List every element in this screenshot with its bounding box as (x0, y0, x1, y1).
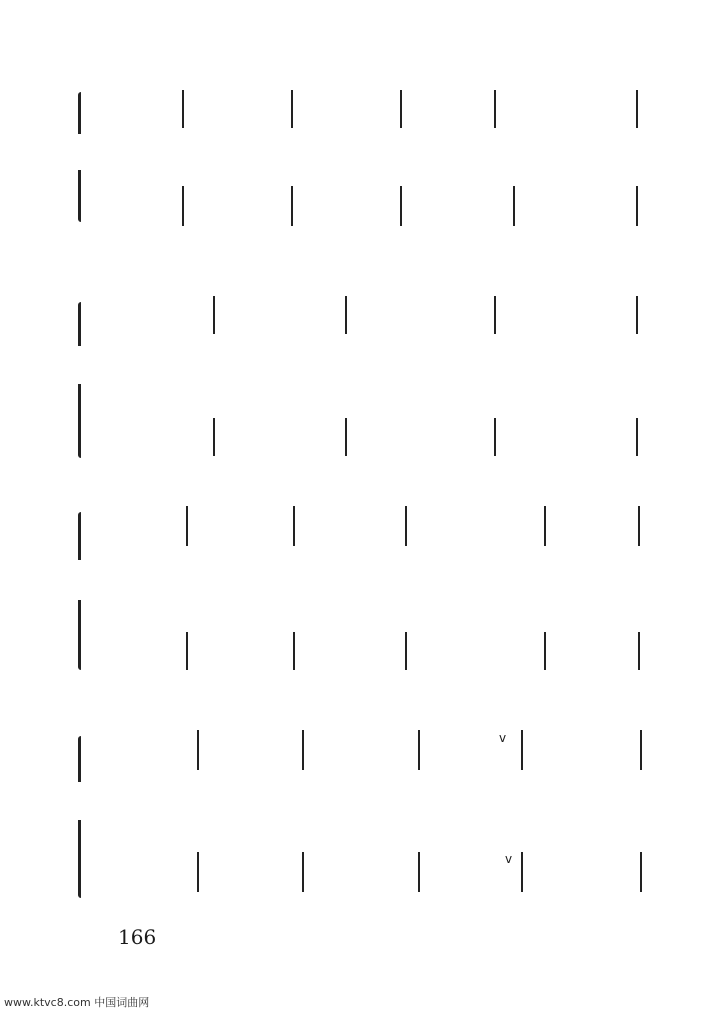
bar-line (521, 852, 523, 892)
bar-line (197, 730, 199, 770)
bar-line (405, 506, 407, 546)
system-brace-bottom (78, 600, 81, 670)
bar-line (213, 418, 215, 456)
bar-line (213, 296, 215, 334)
system-brace-bottom (78, 384, 81, 458)
bar-line (418, 852, 420, 892)
system-brace-top (78, 736, 81, 782)
bar-line (182, 90, 184, 128)
bar-line (638, 632, 640, 670)
bar-line (494, 90, 496, 128)
bar-line (405, 632, 407, 670)
bar-line (186, 506, 188, 546)
bar-line (418, 730, 420, 770)
bar-line (636, 186, 638, 226)
page-number: 166 (118, 925, 157, 949)
system-brace-bottom (78, 820, 81, 898)
bar-line (640, 730, 642, 770)
bar-line (636, 296, 638, 334)
bar-line (636, 418, 638, 456)
bar-line (494, 418, 496, 456)
bar-line (400, 186, 402, 226)
bar-line (513, 186, 515, 226)
bar-line (544, 506, 546, 546)
bar-line (640, 852, 642, 892)
bar-line (291, 90, 293, 128)
bar-line (544, 632, 546, 670)
bar-line (291, 186, 293, 226)
bar-line (494, 296, 496, 334)
bar-line (302, 852, 304, 892)
bar-line (302, 730, 304, 770)
breath-mark: v (505, 852, 513, 866)
bar-line (182, 186, 184, 226)
system-brace-top (78, 302, 81, 346)
breath-mark: v (499, 731, 507, 745)
bar-line (345, 296, 347, 334)
system-brace-bottom (78, 170, 81, 222)
site-watermark: www.ktvc8.com 中国词曲网 (4, 996, 150, 1009)
bar-line (636, 90, 638, 128)
system-brace-top (78, 92, 81, 134)
bar-line (345, 418, 347, 456)
bar-line (400, 90, 402, 128)
bar-line (293, 632, 295, 670)
bar-line (186, 632, 188, 670)
system-brace-top (78, 512, 81, 560)
bar-line (293, 506, 295, 546)
bar-line (521, 730, 523, 770)
bar-line (197, 852, 199, 892)
bar-line (638, 506, 640, 546)
